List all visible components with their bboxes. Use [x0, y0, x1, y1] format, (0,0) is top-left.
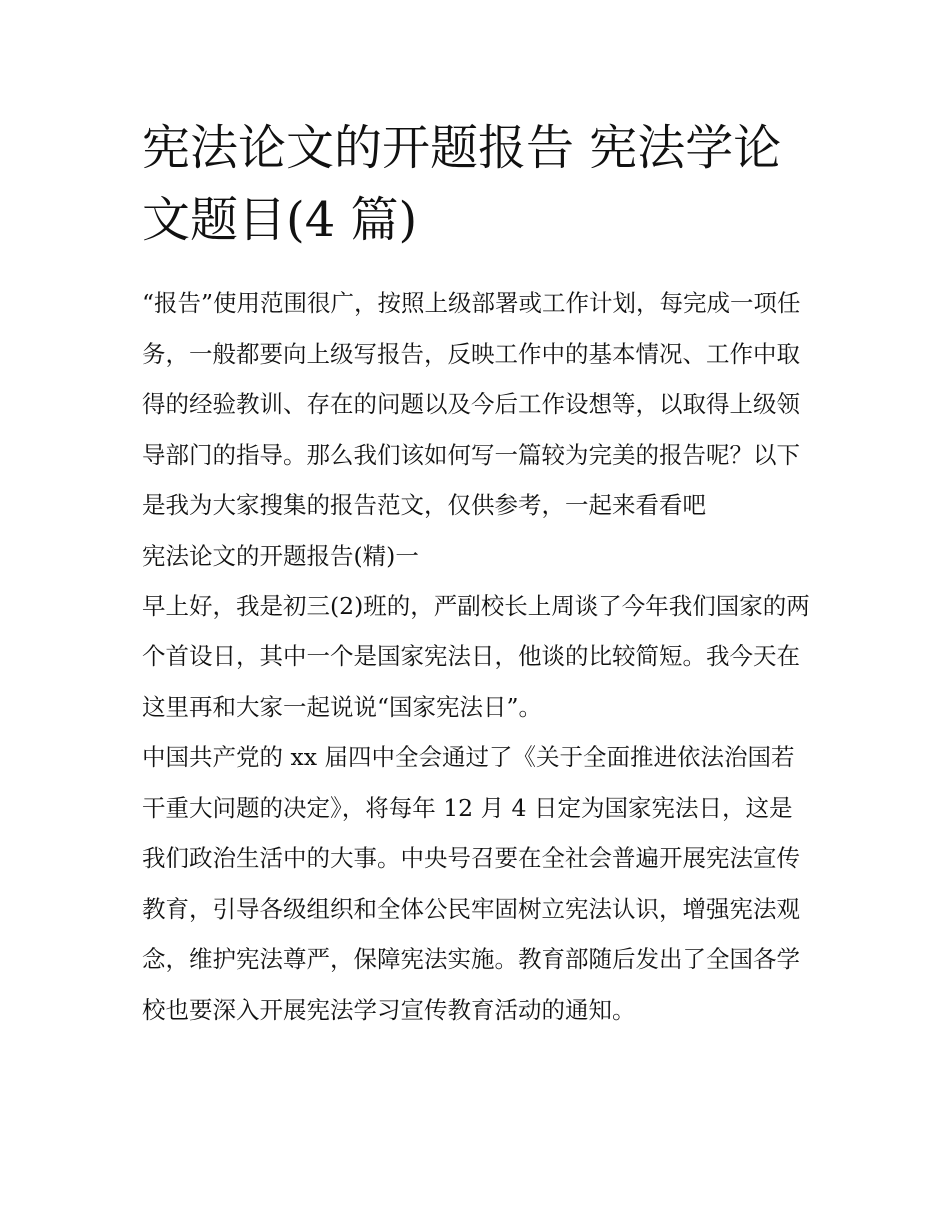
body-paragraph-2: 中国共产党的 xx 届四中全会通过了《关于全面推进依法治国若干重大问题的决定》，将每年 12 月 4 日定为国家宪法日，这是我们政治生活中的大事。中央号召要在全社会普遍开展宪法宣传教育，引导各级组织和全体公民牢固树立宪法认识，增强宪法观念，维护宪法尊严，保障宪法实施。教育部随后发出了全国各学校也要深入开展宪法学习宣传教育活动的通知。	[142, 743, 800, 1024]
document-body	[142, 278, 814, 1035]
document-title: 宪法论文的开题报告 宪法学论文题目(4 篇)	[142, 120, 782, 248]
intro-paragraph: “报告”使用范围很广，按照上级部署或工作计划，每完成一项任务，一般都要向上级写报告，反映工作中的基本情况、工作中取得的经验教训、存在的问题以及今后工作设想等，以取得上级领导部门的指导。那么我们该如何写一篇较为完美的报告呢？以下是我为大家搜集的报告范文，仅供参考，一起来看看吧	[142, 289, 801, 519]
section-heading: 宪法论文的开题报告(精)一	[142, 541, 419, 570]
body-paragraph-1: 早上好，我是初三(2)班的，严副校长上周谈了今年我们国家的两个首设日，其中一个是国家宪法日，他谈的比较简短。我今天在这里再和大家一起说说“国家宪法日”。	[142, 591, 810, 721]
